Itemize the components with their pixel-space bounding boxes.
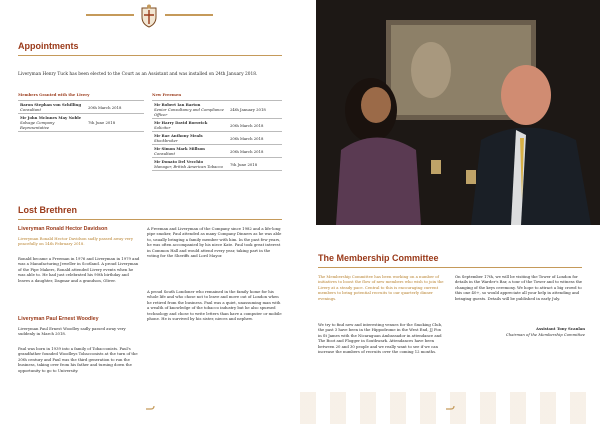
member-role: Salvage Company Representative (20, 120, 55, 130)
appointments-title: Appointments (18, 41, 79, 51)
obituary-text-woodley-2: A Freeman and Liveryman of the Company since 1982 and a life-long pipe smoker, Paul attended as many Company Dinners as he was able to, usually bringing a family member with him. In the past few years, he was often accompanied by his niece Kate. Paul took great interest in Common Hall and would attend every year, taking part in the voting for the Sheriffs and Lord Mayor. (147, 226, 282, 259)
obituary-text-woodley-1: Paul was born in 1939 into a family of Tobacconists. Paul's grandfather founded Woodleys Tobacconists at the turn of the 20th century and Paul was the third generation to run the business, taking over from his father and turning down the opportunity to go to University. (18, 346, 138, 373)
member-date: 7th June 2018 (86, 114, 144, 132)
obituary-lead-davidson: Liveryman Ronald Hector Davidson sadly passed away very peacefully on 14th February 2018. (18, 236, 133, 247)
table-row (152, 145, 282, 158)
member-date: 20th March 2018 (86, 101, 144, 114)
obituary-text-woodley-3: A proud South Londoner who remained in the family home for his whole life and who chose not to leave and move out of London when he retired from the business. Paul was a quiet, unassuming man with a wealth of knowledge of the tobacco industry but he also spurned technology and chose to write letters than have a computer or mobile phone. He is survived by his sister, nieces and nephew. (147, 289, 282, 322)
table-row (152, 132, 282, 145)
lost-brethren-rule (18, 219, 282, 220)
freeman-name: Mr Simon Mark Millson (154, 146, 205, 151)
freeman-role: Stockbroker (154, 138, 178, 143)
membership-intro: The Membership Committee has been working on a number of initiatives to boost the flow of new members who wish to join the Livery at a steady pace. Central to this is encouraging current members to bring potential recruits to our quarterly dinner evenings. (318, 274, 444, 301)
freeman-name: Mr Robert Ian Barton (154, 102, 201, 107)
freeman-role: Solicitor (154, 125, 171, 130)
header-ornament-left (86, 14, 134, 16)
pipe-ornament-icon (445, 404, 455, 412)
freeman-date: 20th March 2018 (228, 119, 282, 132)
membership-title: The Membership Committee (318, 253, 439, 263)
header-ornament-right (165, 14, 213, 16)
appointments-rule (18, 55, 282, 56)
member-role: Consultant (20, 107, 42, 112)
member-name: Baron Stephan von Schilling (20, 102, 81, 107)
table-row (152, 158, 282, 171)
obituary-name-davidson: Liveryman Ronald Hector Davidson (18, 226, 108, 232)
member-name: Mr John McInnes May Noble (20, 115, 82, 120)
obituary-name-woodley: Liveryman Paul Ernest Woodley (18, 316, 99, 322)
table-row (18, 114, 144, 132)
freeman-date: 20th March 2018 (228, 132, 282, 145)
right-page-text (300, 0, 600, 424)
signature-name: Assistant Tony Scanlan (536, 326, 585, 331)
membership-text-1: We try to find new and interesting venues for the Smoking Club, the past 3 have been in the Hippodrome in the West End, JJ Fox in St James with the Nicaraguan Ambassador in attendance and The Boot and Flogger in Southwark. Attendances have been between 20 and 30 people and we really want to see if we can increase the numbers of recruits over the coming 12 months. (318, 322, 443, 355)
freeman-role: Consultant (154, 151, 176, 156)
obituary-text-davidson: Ronald became a Freeman in 1976 and Liveryman in 1979 and was a Manufacturing Jeweller in Scotland. A proud Liveryman of the Pipe Makers, Ronald attended Livery events when he was able to. He had just celebrated his 90th birthday and leaves a daughter, Dagmar and a grandson, Oliver. (18, 256, 140, 283)
membership-rule (318, 267, 582, 268)
signature-role: Chairman of the Membership Committee (505, 332, 585, 337)
pipe-ornament-icon (145, 404, 155, 412)
appointments-intro: Liveryman Henry Tuck has been elected to the Court as an Assistant and was installed on 24th January 2018. (18, 72, 258, 77)
membership-text-2: On September 17th, we will be visiting the Tower of London for details in the Warder's Bar, a tour of the Tower and to witness the changing of the keys ceremony. We hope to attract a big crowd to this one 40+, so would appreciate all your help in attending and bringing guests. Details will be published in early July. (455, 274, 583, 301)
freeman-date: 20th March 2018 (228, 145, 282, 158)
freeman-role: Senior Consultancy and Compliance Officer (154, 107, 224, 117)
freeman-name: Mr Rae Anthony Meals (154, 133, 203, 138)
table-row (152, 101, 282, 119)
lost-brethren-title: Lost Brethren (18, 205, 78, 215)
freemen-column-header: New Freemen (152, 92, 182, 97)
crest-icon (139, 4, 159, 28)
freeman-name: Mr Harry David Borovick (154, 120, 208, 125)
livery-table (18, 100, 144, 132)
obituary-lead-woodley: Liveryman Paul Ernest Woodley sadly passed away very suddenly in March 2018. (18, 326, 126, 337)
table-row (18, 101, 144, 114)
freemen-table (152, 100, 282, 171)
livery-column-header: Members Granted with the Livery (18, 92, 90, 97)
freeman-date: 7th June 2018 (228, 158, 282, 171)
freeman-date: 24th January 2018 (228, 101, 282, 119)
table-row (152, 119, 282, 132)
freeman-name: Mr Donato Del Vecchio (154, 159, 204, 164)
freeman-role: Manager, British American Tobacco (154, 164, 223, 169)
